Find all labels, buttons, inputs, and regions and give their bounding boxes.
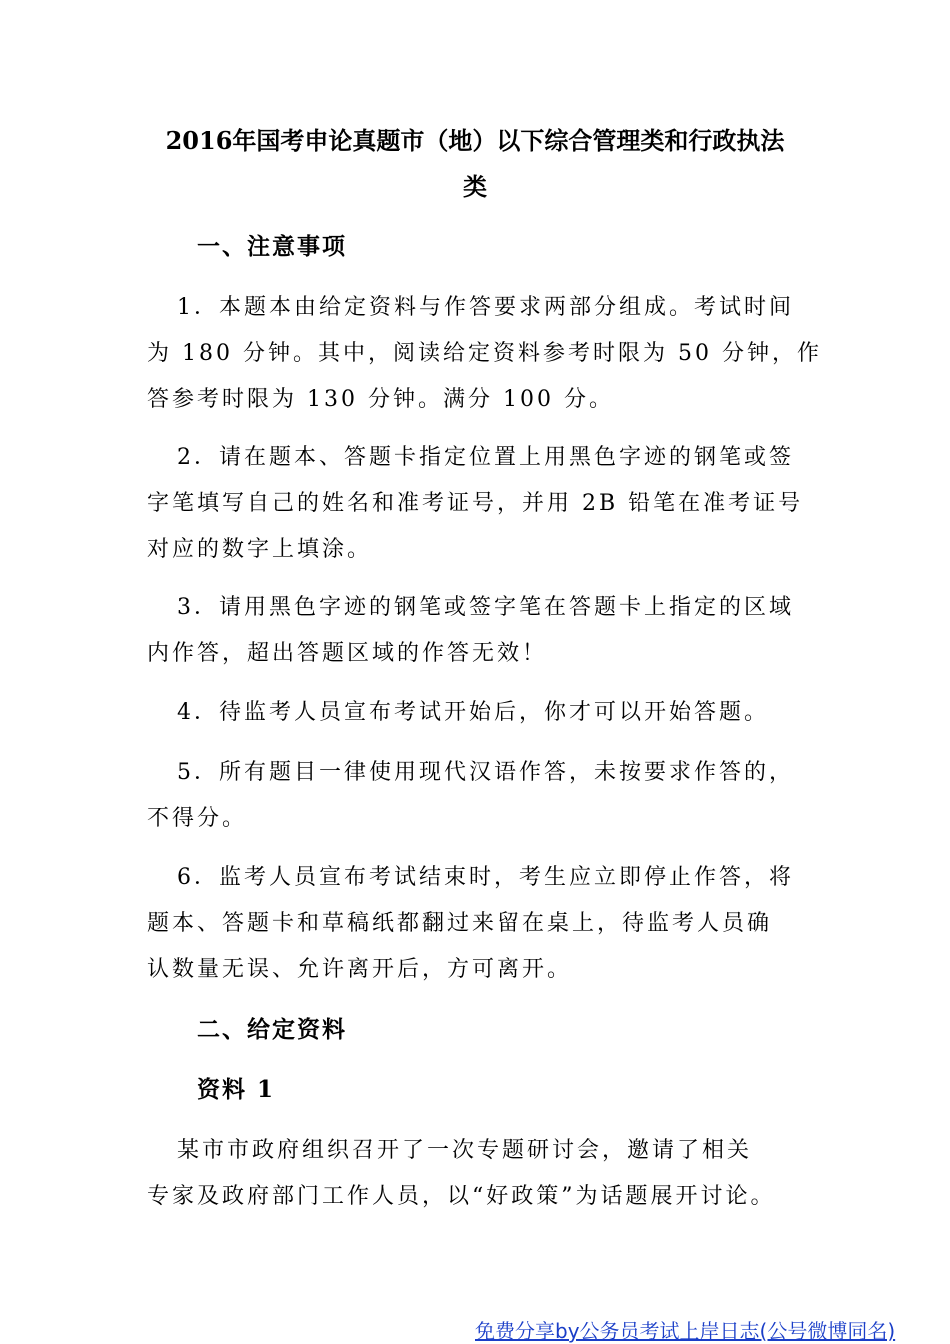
notice-line: 不得分。 xyxy=(147,806,248,831)
notice-line: 对应的数字上填涂。 xyxy=(147,537,373,562)
notice-line: 5．所有题目一律使用现代汉语作答，未按要求作答的， xyxy=(177,760,794,785)
material-line: 专家及政府部门工作人员，以“好政策”为话题展开讨论。 xyxy=(147,1184,776,1209)
material-line: 某市市政府组织召开了一次专题研讨会，邀请了相关 xyxy=(177,1138,753,1163)
notice-line: 题本、答题卡和草稿纸都翻过来留在桌上，待监考人员确 xyxy=(147,911,773,936)
footer-watermark: 免费分享by公务员考试上岸日志(公号微博同名) xyxy=(475,1319,896,1343)
notice-line: 答参考时限为 130 分钟。满分 100 分。 xyxy=(147,387,614,412)
document-title xyxy=(140,118,810,210)
section-heading-notices: 一、注意事项 xyxy=(197,233,347,260)
material-paragraph xyxy=(147,1128,807,1220)
notice-item-5 xyxy=(147,750,807,842)
title-line-1: 2016年国考申论真题市（地）以下综合管理类和行政执法 xyxy=(165,126,785,155)
notice-line: 1．本题本由给定资料与作答要求两部分组成。考试时间 xyxy=(177,295,794,320)
notice-item-2 xyxy=(147,435,807,573)
notice-line: 6．监考人员宣布考试结束时，考生应立即停止作答，将 xyxy=(177,865,794,890)
notice-line: 内作答，超出答题区域的作答无效！ xyxy=(147,641,548,666)
notice-line: 为 180 分钟。其中，阅读给定资料参考时限为 50 分钟，作 xyxy=(147,341,822,366)
material-heading: 资料 1 xyxy=(197,1076,276,1103)
section-heading-materials: 二、给定资料 xyxy=(197,1016,347,1043)
notice-line: 4．待监考人员宣布考试开始后，你才可以开始答题。 xyxy=(177,700,769,725)
notice-item-4 xyxy=(147,690,807,736)
title-line-2: 类 xyxy=(463,172,487,201)
notice-line: 字笔填写自己的姓名和准考证号，并用 2B 铅笔在准考证号 xyxy=(147,491,804,516)
notice-line: 认数量无误、允许离开后，方可离开。 xyxy=(147,957,573,982)
notice-item-6 xyxy=(147,855,807,993)
notice-line: 3．请用黑色字迹的钢笔或签字笔在答题卡上指定的区域 xyxy=(177,595,794,620)
notice-item-3 xyxy=(147,585,807,677)
notice-line: 2．请在题本、答题卡指定位置上用黑色字迹的钢笔或签 xyxy=(177,445,794,470)
notice-item-1 xyxy=(147,285,822,423)
